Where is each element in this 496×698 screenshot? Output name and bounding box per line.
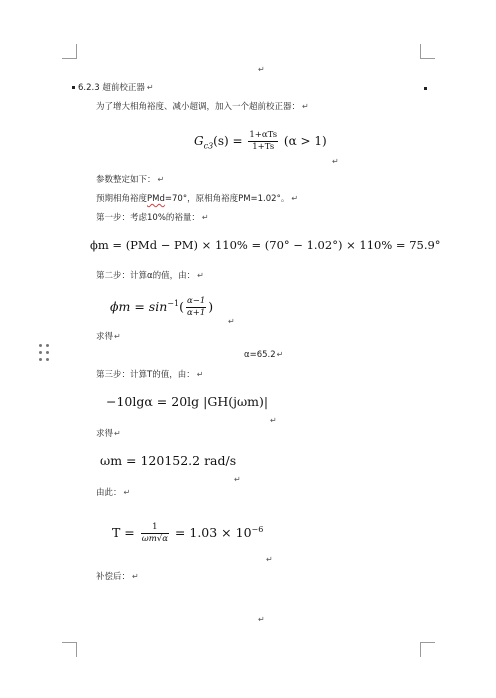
eq4-text: −10lgα = 20lg |GH(jωm)| (106, 394, 269, 409)
eq1-fraction (248, 130, 278, 153)
step2-text: 第二步：计算α的值，由： (96, 271, 196, 281)
paragraph-mark-icon: ↵ (157, 175, 165, 184)
get1-text: 求得 (96, 332, 114, 342)
equation-time-constant (112, 522, 263, 545)
alpha-value-line (244, 349, 283, 361)
paragraph-mark-icon: ↵ (332, 157, 339, 166)
thus-text: 由此： (96, 488, 122, 498)
eq5-text: ωm = 120152.2 rad/s (100, 453, 237, 468)
paragraph-mark-icon: ↵ (197, 271, 204, 280)
eq3-fraction (186, 296, 206, 319)
heading-text: 6.2.3 超前校正器 (78, 83, 145, 93)
equation-transfer-function (194, 130, 327, 153)
param-title-text: 参数整定如下： (96, 175, 156, 185)
eq3-lhs: ϕm = sin (110, 299, 168, 314)
heading-bullet-icon (72, 86, 75, 89)
eq1-condition: (α > 1) (283, 134, 327, 148)
paragraph-mark-icon: ↵ (266, 555, 273, 564)
crop-mark-top-left (62, 44, 77, 59)
eq2-text: ϕm = (PMd − PM) × 110% = (70° − 1.02°) × 110% = 75.9° (90, 238, 441, 252)
step1-text: 第一步：考虑10%的裕量： (96, 213, 200, 223)
eq6-denominator: ωm√α (141, 534, 168, 544)
alpha-value-text: α=65.2 (244, 350, 276, 360)
eq6-lhs: T = (112, 525, 135, 540)
expected-pre: 预期相角裕度 (96, 194, 148, 204)
equation-alpha-relation: $\phi m = \sin^{-1}$( $\frac{\alpha-1}{\alpha+1}$ ) (110, 296, 214, 318)
section-heading (72, 82, 154, 94)
thus-line (96, 487, 130, 499)
expected-post: =70°，原相角裕度PM=1.02°。 (164, 194, 290, 204)
after-line (96, 571, 139, 583)
crop-mark-top-right (420, 44, 435, 59)
crop-mark-bottom-left (62, 642, 77, 657)
eq6-sup: −6 (251, 524, 264, 534)
eq6-numerator: 1 (141, 522, 169, 534)
intro-paragraph (96, 101, 309, 113)
eq1-denominator: 1+Ts (252, 142, 275, 152)
paragraph-mark-icon: ↵ (258, 615, 265, 624)
paragraph-mark-icon: ↵ (114, 429, 121, 438)
equation-phase-margin (90, 240, 441, 252)
intro-text: 为了增大相角裕度、减小超调，加入一个超前校正器： (96, 102, 301, 112)
step1-line (96, 212, 209, 224)
crop-mark-bottom-right (420, 642, 435, 657)
paragraph-mark-icon: ↵ (123, 488, 131, 497)
paragraph-mark-icon: ↵ (146, 83, 154, 92)
paragraph-mark-icon: ↵ (291, 194, 299, 203)
expected-margin-line (96, 193, 298, 205)
eq1-numerator: 1+αTs (249, 130, 278, 140)
right-margin-marker (424, 87, 427, 90)
step3-line (96, 369, 203, 381)
paragraph-mark-icon: ↵ (114, 332, 121, 341)
eq1-sub: c3 (203, 141, 214, 151)
paragraph-mark-icon: ↵ (276, 350, 284, 359)
paragraph-mark-icon: ↵ (196, 370, 204, 379)
get1-line (96, 331, 121, 343)
drag-handle-icon[interactable] (38, 343, 52, 363)
paragraph-mark-icon: ↵ (302, 102, 309, 111)
eq3-numerator: α−1 (186, 296, 206, 306)
paragraph-mark-icon: ↵ (258, 65, 265, 74)
eq3-sup: −1 (167, 298, 180, 308)
step3-text: 第三步：计算T的值，由： (96, 370, 195, 380)
equation-gain-relation (106, 396, 268, 409)
paragraph-mark-icon: ↵ (234, 475, 241, 484)
eq6-rhs: = 1.03 × 10 (174, 525, 252, 540)
paragraph-mark-icon: ↵ (228, 317, 235, 326)
step2-line (96, 270, 204, 282)
expected-pmd: PMd (147, 194, 165, 204)
paragraph-mark-icon: ↵ (270, 416, 277, 425)
eq3-denominator: α+1 (186, 308, 206, 318)
paragraph-mark-icon: ↵ (201, 213, 209, 222)
get2-line (96, 428, 121, 440)
eq1-lhs: G (194, 134, 204, 148)
param-title (96, 174, 164, 186)
eq6-fraction (141, 522, 169, 545)
after-text: 补偿后： (96, 572, 131, 582)
equation-omega (100, 455, 236, 468)
get2-text: 求得 (96, 429, 114, 439)
paragraph-mark-icon: ↵ (132, 572, 139, 581)
eq1-arg: (s) = (213, 134, 243, 148)
